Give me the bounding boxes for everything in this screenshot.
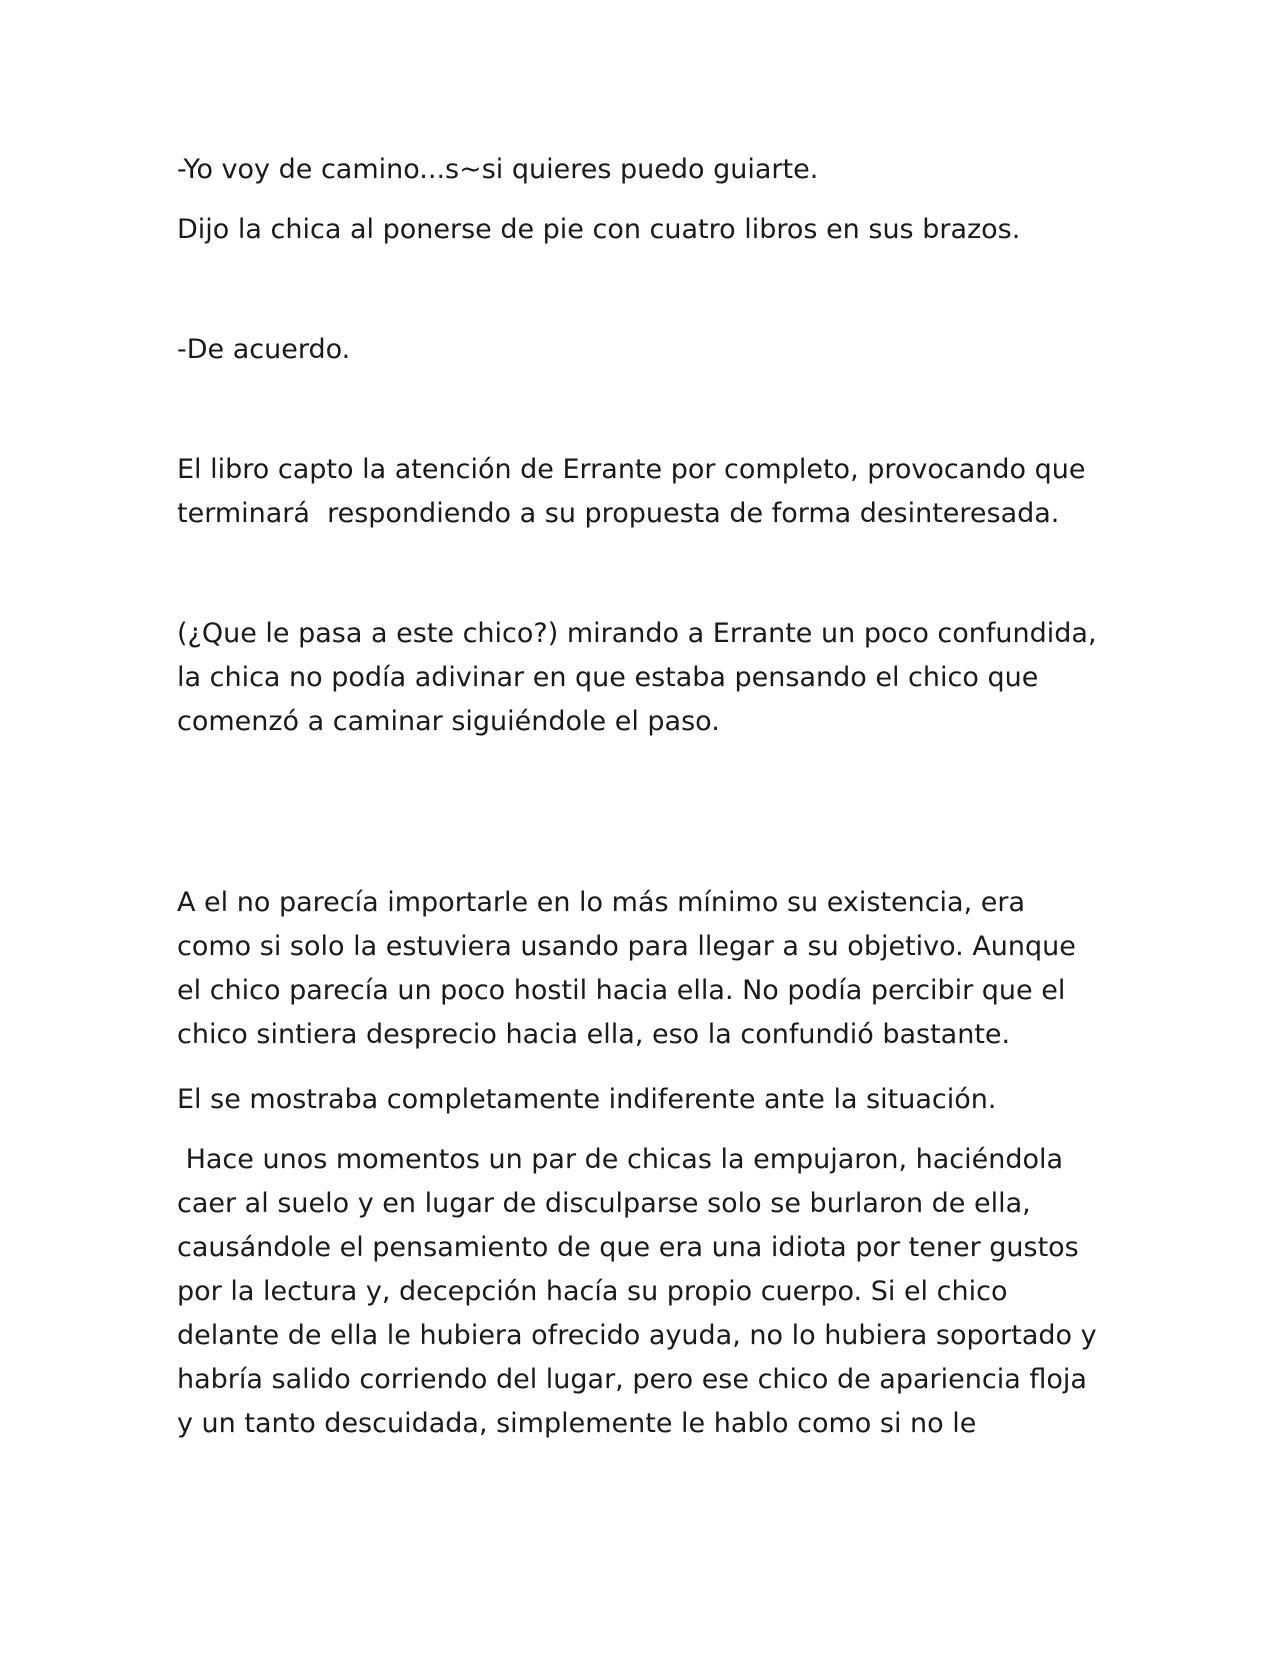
text-line: causándole el pensamiento de que era una idiota por tener gustos <box>177 1232 1079 1263</box>
text-line: por la lectura y, decepción hacía su propio cuerpo. Si el chico <box>177 1276 1008 1307</box>
text-line: Dijo la chica al ponerse de pie con cuatro libros en sus brazos. <box>177 214 1021 245</box>
paragraph-3 <box>177 328 1137 372</box>
text-line: Hace unos momentos un par de chicas la empujaron, haciéndola <box>177 1144 1064 1175</box>
text-line: (¿Que le pasa a este chico?) mirando a Errante un poco confundida, <box>177 618 1097 649</box>
paragraph-4 <box>177 448 1137 536</box>
text-line: la chica no podía adivinar en que estaba pensando el chico que <box>177 662 1039 693</box>
text-line: habría salido corriendo del lugar, pero ese chico de apariencia floja <box>177 1364 1087 1395</box>
text-line: -Yo voy de camino...s~si quieres puedo guiarte. <box>177 154 819 185</box>
text-line: El libro capto la atención de Errante por completo, provocando que <box>177 454 1086 485</box>
text-line: como si solo la estuviera usando para llegar a su objetivo. Aunque <box>177 931 1076 962</box>
text-line: el chico parecía un poco hostil hacia ella. No podía percibir que el <box>177 975 1066 1006</box>
text-line: El se mostraba completamente indiferente ante la situación. <box>177 1084 997 1115</box>
paragraph-8 <box>177 1138 1137 1446</box>
paragraph-1 <box>177 148 1137 192</box>
text-line: y un tanto descuidada, simplemente le hablo como si no le <box>177 1408 977 1439</box>
paragraph-2 <box>177 208 1137 252</box>
text-line: A el no parecía importarle en lo más mínimo su existencia, era <box>177 887 1026 918</box>
paragraph-5 <box>177 612 1137 744</box>
text-line: caer al suelo y en lugar de disculparse solo se burlaron de ella, <box>177 1188 1031 1219</box>
text-line: -De acuerdo. <box>177 334 351 365</box>
paragraph-7 <box>177 1078 1137 1122</box>
text-line: terminará respondiendo a su propuesta de forma desinteresada. <box>177 498 1060 529</box>
text-line: comenzó a caminar siguiéndole el paso. <box>177 706 720 737</box>
text-line: delante de ella le hubiera ofrecido ayuda, no lo hubiera soportado y <box>177 1320 1097 1351</box>
text-line: chico sintiera desprecio hacia ella, eso la confundió bastante. <box>177 1019 1011 1050</box>
paragraph-6 <box>177 881 1137 1057</box>
